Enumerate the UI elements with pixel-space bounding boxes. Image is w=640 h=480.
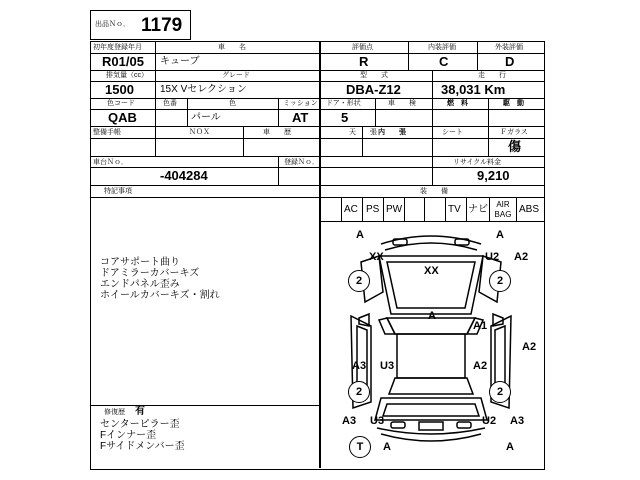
equipment-abs: ABS <box>519 204 540 215</box>
notes-line: コアサポート曲り <box>100 257 180 268</box>
car-diagram <box>321 222 543 468</box>
damage-roof-front: A <box>428 310 436 322</box>
displacement-value: 1500 <box>105 82 134 97</box>
repair-header: 修復歴 <box>104 409 125 416</box>
chassis-no-header: 車台Ｎｏ． <box>93 159 128 166</box>
history-header: 車 歴 <box>263 129 291 136</box>
damage-rear-right: U2 <box>482 415 497 427</box>
notes-line: ホイールカバーキズ・割れ <box>100 290 220 301</box>
grade-value: 15X Vセレクション <box>160 84 247 95</box>
fuel-header: 燃 料 <box>447 100 468 107</box>
doors-header: ドア・形状 <box>326 100 361 107</box>
equipment-ps: PS <box>366 204 380 215</box>
interior-value: C <box>439 54 449 69</box>
damage-right-side: A2 <box>522 341 537 353</box>
color-no-header: 色番 <box>163 100 177 107</box>
nox-header: ＮＯＸ <box>189 129 210 136</box>
doors-value: 5 <box>341 110 349 125</box>
interior2-header: 内 張 <box>378 129 406 136</box>
first-reg-value: R01/05 <box>102 54 144 69</box>
mission-value: AT <box>292 110 309 125</box>
damage-right-door: A2 <box>473 360 488 372</box>
damage-rear-left: A3 <box>342 415 357 427</box>
damage-bumper-right: A <box>506 441 514 453</box>
interior-header: 内装評価 <box>428 44 456 51</box>
aircon-header: 天 張 <box>349 129 377 136</box>
damage-front-right: A <box>496 229 504 241</box>
repair-line: Fインナー歪 <box>100 430 157 441</box>
displacement-header: 排気量（cc） <box>106 72 148 79</box>
recycle-value: 9,210 <box>477 168 510 183</box>
seat-header: シート <box>442 129 463 136</box>
mission-header: ミッション <box>283 100 318 107</box>
repair-value: 有 <box>135 406 145 417</box>
mileage-value: 38,031 Km <box>441 82 506 97</box>
damage-fender-right: U2 <box>485 251 500 263</box>
lot-label: 出品Ｎｏ． <box>95 21 130 28</box>
tire-front-right: 2 <box>489 270 511 292</box>
recycle-header: リサイクル料金 <box>453 159 502 166</box>
fglass-value: 傷 <box>508 139 522 154</box>
equipment-navi: ナビ <box>468 204 488 215</box>
model-value: DBA-Z12 <box>346 82 401 97</box>
tire-front-left: 2 <box>348 270 370 292</box>
equipment-header: 装 備 <box>420 188 448 195</box>
notes-line: エンドパネル歪み <box>100 279 180 290</box>
grade-header: グレード <box>222 72 250 79</box>
color-header: 色 <box>229 100 236 107</box>
notes-header: 特記事項 <box>104 188 132 195</box>
repair-line: Fサイドメンバー歪 <box>100 441 185 452</box>
tire-rear-right: 2 <box>489 381 511 403</box>
equipment-airbag: AIR BAG <box>494 200 512 219</box>
equipment-tv: TV <box>448 204 461 215</box>
equipment-pw: PW <box>386 204 403 215</box>
mileage-header: 走 行 <box>478 72 506 79</box>
damage-right-pillar: A1 <box>473 320 488 332</box>
color-value: パール <box>191 112 221 123</box>
exterior-header: 外装評価 <box>495 44 523 51</box>
first-reg-header: 初年度登録年月 <box>93 44 142 51</box>
equipment-ac: AC <box>344 204 358 215</box>
tire-spare: T <box>349 436 371 458</box>
damage-front-right-2: A2 <box>514 251 529 263</box>
reg-no-header: 登録Ｎｏ． <box>284 159 319 166</box>
score-header: 評価点 <box>352 44 373 51</box>
fglass-header: Ｆガラス <box>500 129 528 136</box>
model-header: 型 式 <box>360 72 388 79</box>
color-code-value: QAB <box>108 110 137 125</box>
tire-rear-left: 2 <box>348 381 370 403</box>
damage-front-left: A <box>356 229 364 241</box>
damage-rear-left-2: U3 <box>370 415 385 427</box>
damage-hood: XX <box>424 265 439 277</box>
lot-number: 1179 <box>141 15 183 36</box>
car-name-header: 車 名 <box>218 44 246 51</box>
damage-fender-left: XX <box>369 251 384 263</box>
drive-header: 駆 動 <box>503 100 524 107</box>
damage-rear-right-2: A3 <box>510 415 525 427</box>
exterior-value: D <box>505 54 515 69</box>
repair-line: センターピラー歪 <box>100 419 180 430</box>
color-code-header: 色コード <box>107 100 135 107</box>
notes-line: ドアミラーカバーキズ <box>100 268 200 279</box>
lot-number-box <box>90 10 191 40</box>
manual-header: 整備手帳 <box>93 129 121 136</box>
inspection-header: 車 検 <box>388 100 416 107</box>
damage-bumper-left: A <box>383 441 391 453</box>
chassis-no-value: -404284 <box>160 168 208 183</box>
damage-left-door: A3 <box>352 360 367 372</box>
score-value: R <box>359 54 369 69</box>
car-name-value: キューブ <box>160 56 200 67</box>
damage-left-door-2: U3 <box>380 360 395 372</box>
